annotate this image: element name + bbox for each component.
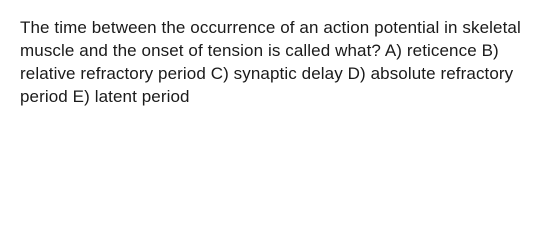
question-text: The time between the occurrence of an action potential in skeletal muscle and the onset of tension is called what? A) reticence B) relative refractory period C) synaptic delay D) absolute refractory period E) latent period	[20, 18, 521, 106]
